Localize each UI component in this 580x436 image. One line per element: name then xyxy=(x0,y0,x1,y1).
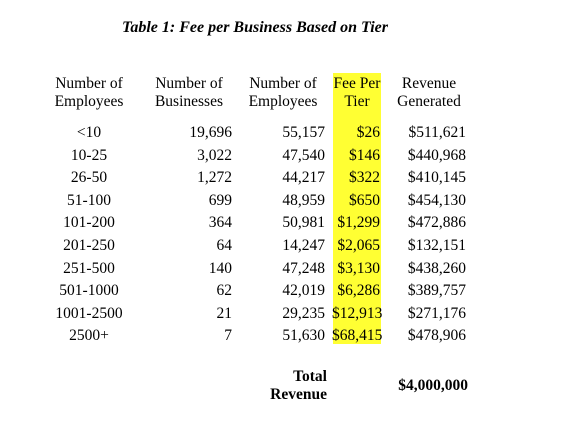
fee-cell: $650 xyxy=(349,191,380,209)
header-line: Employees xyxy=(248,93,318,110)
tier-cell: 10-25 xyxy=(70,146,108,164)
tier-cell: 251-500 xyxy=(63,259,115,277)
revenue-cell: $440,968 xyxy=(407,146,466,164)
header-line: Number of xyxy=(55,75,123,92)
fee-cell: $26 xyxy=(356,124,380,141)
revenue-cell: $454,130 xyxy=(407,191,466,209)
header-revenue-generated xyxy=(390,75,468,111)
tier-cell: 201-250 xyxy=(63,237,115,254)
businesses-cell: 19,696 xyxy=(189,124,232,141)
businesses-cell: 21 xyxy=(216,304,232,322)
fee-cell: $1,299 xyxy=(337,214,380,232)
fee-cell: $322 xyxy=(349,169,380,187)
fee-cell: $12,913 xyxy=(332,304,383,322)
businesses-cell: 364 xyxy=(208,214,232,232)
revenue-cell: $472,886 xyxy=(407,214,466,232)
employees-cell: 50,981 xyxy=(282,214,325,232)
tier-cell: 1001-2500 xyxy=(55,304,123,322)
header-number-of-employees xyxy=(50,75,128,111)
header-number-of-employees-2 xyxy=(242,75,324,111)
header-number-of-businesses xyxy=(146,75,232,111)
tier-cell: <10 xyxy=(76,124,102,141)
employees-cell: 14,247 xyxy=(282,237,325,254)
tier-cell: 2500+ xyxy=(69,327,109,345)
businesses-cell: 62 xyxy=(216,282,232,300)
total-revenue-label xyxy=(255,368,327,404)
employees-cell: 55,157 xyxy=(282,124,325,141)
header-line: Generated xyxy=(397,93,461,110)
tier-cell: 26-50 xyxy=(70,169,108,187)
employees-cell: 29,235 xyxy=(282,304,325,322)
businesses-cell: 3,022 xyxy=(197,146,232,164)
tier-cell: 101-200 xyxy=(63,214,115,232)
businesses-cell: 64 xyxy=(216,237,232,254)
fee-cell: $6,286 xyxy=(337,282,380,300)
fee-cell: $68,415 xyxy=(332,327,383,345)
employees-cell: 44,217 xyxy=(282,169,325,187)
table-title: Table 1: Fee per Business Based on Tier xyxy=(122,19,388,36)
revenue-cell: $511,621 xyxy=(408,124,466,141)
tier-cell: 501-1000 xyxy=(59,282,119,300)
total-label-line: Total xyxy=(293,368,327,385)
revenue-cell: $389,757 xyxy=(407,282,466,300)
header-fee-per-tier xyxy=(330,75,384,111)
header-line: Number of xyxy=(155,75,223,92)
businesses-cell: 1,272 xyxy=(197,169,232,187)
total-label-line: Revenue xyxy=(270,386,327,403)
employees-cell: 51,630 xyxy=(282,327,325,345)
header-line: Fee Per xyxy=(333,75,381,92)
fee-cell: $146 xyxy=(349,146,380,164)
tier-cell: 51-100 xyxy=(67,191,111,209)
businesses-cell: 140 xyxy=(208,259,232,277)
businesses-cell: 699 xyxy=(208,191,232,209)
header-line: Businesses xyxy=(154,93,224,110)
employees-cell: 47,540 xyxy=(282,146,325,164)
revenue-cell: $478,906 xyxy=(407,327,466,345)
fee-cell: $3,130 xyxy=(337,259,380,277)
revenue-cell: $410,145 xyxy=(407,169,466,187)
total-revenue-value: $4,000,000 xyxy=(398,377,468,394)
revenue-cell: $132,151 xyxy=(407,237,466,254)
header-line: Tier xyxy=(344,93,370,110)
header-line: Number of xyxy=(249,75,317,92)
businesses-cell: 7 xyxy=(224,327,232,345)
header-line: Employees xyxy=(54,93,124,110)
employees-cell: 42,019 xyxy=(282,282,325,300)
employees-cell: 48,959 xyxy=(282,191,325,209)
header-line: Revenue xyxy=(401,75,457,92)
revenue-cell: $271,176 xyxy=(407,304,466,322)
employees-cell: 47,248 xyxy=(282,259,325,277)
revenue-cell: $438,260 xyxy=(407,259,466,277)
fee-cell: $2,065 xyxy=(337,237,380,254)
